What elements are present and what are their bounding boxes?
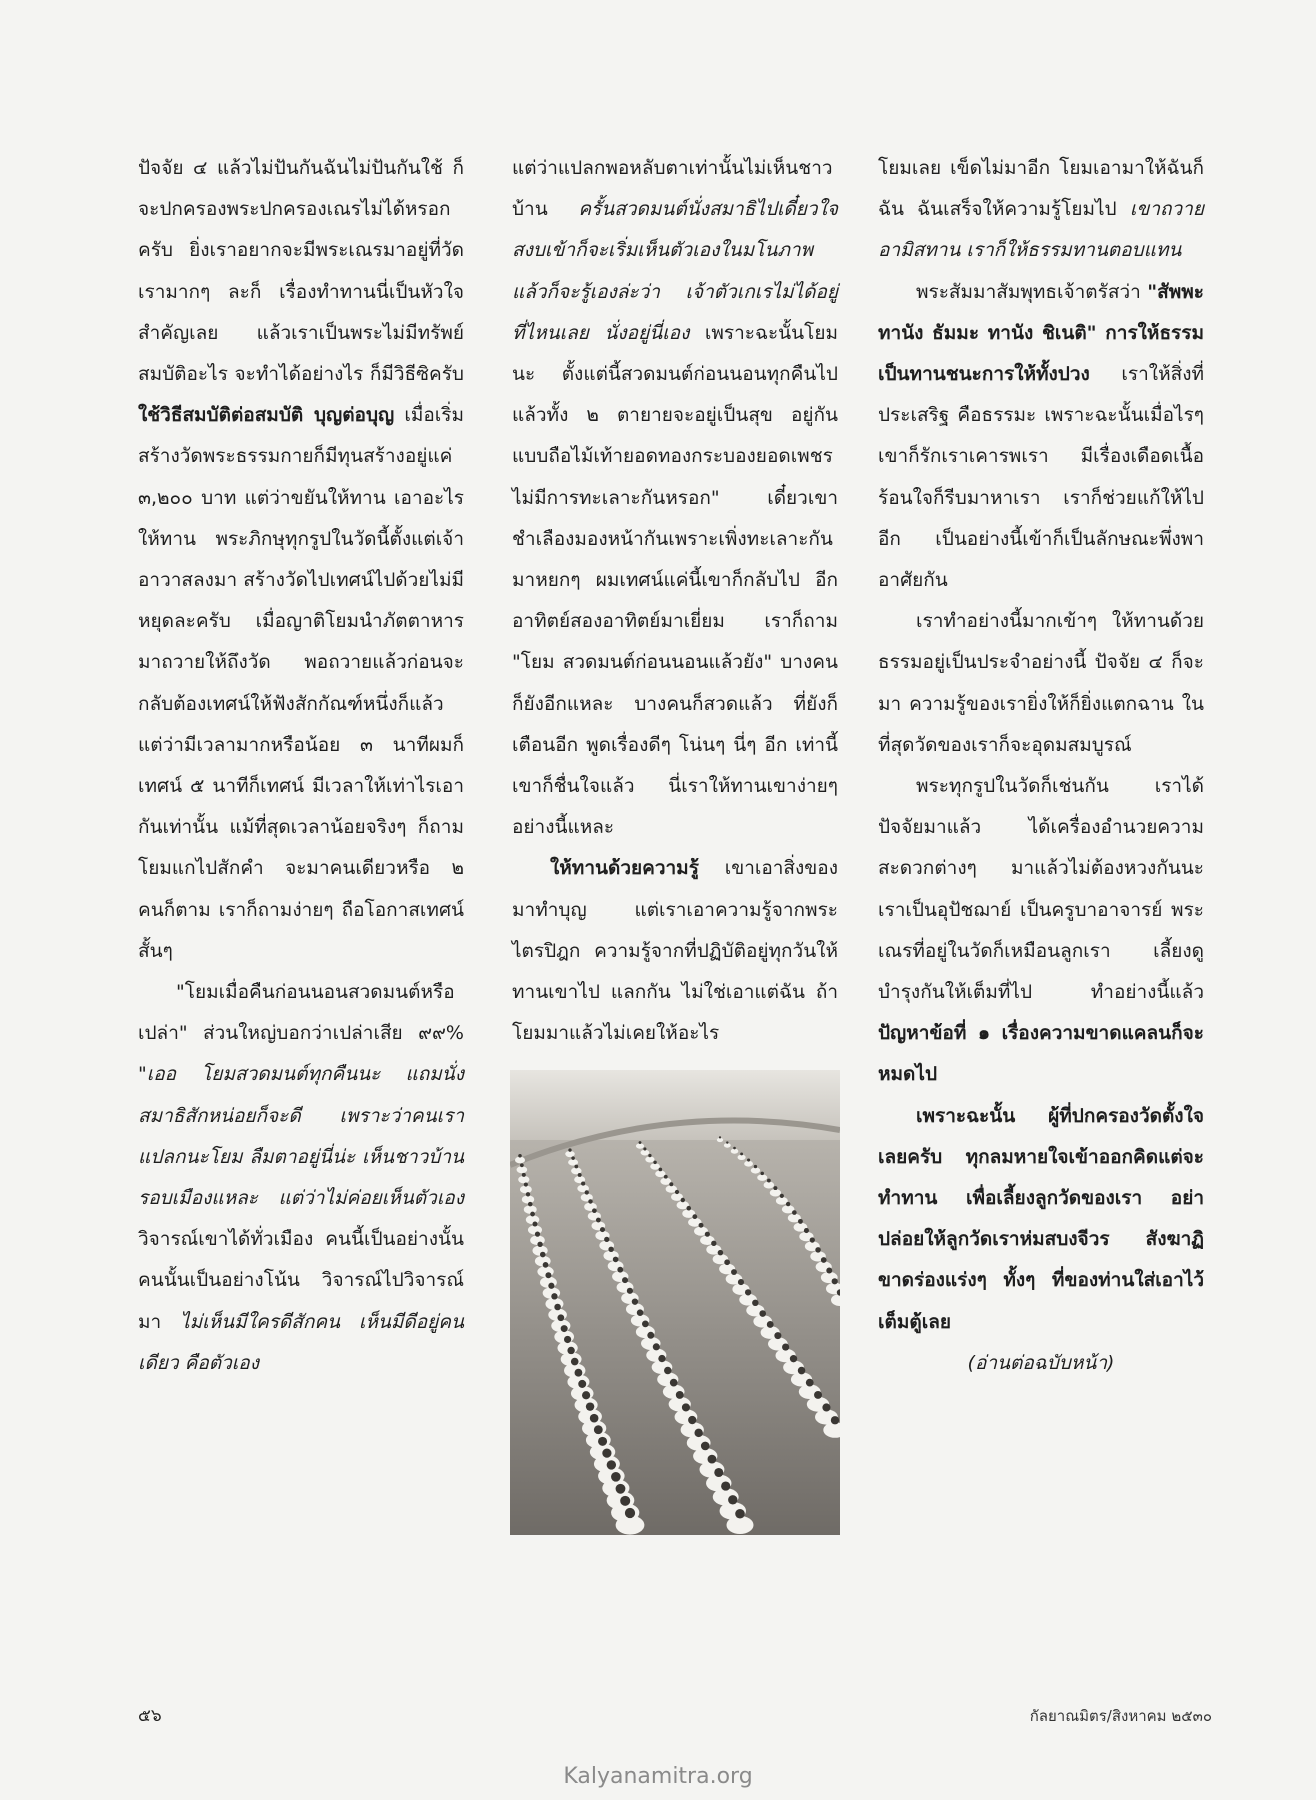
paragraph [138,972,464,1384]
text-segment: พระสัมมาสัมพุทธเจ้าตรัสว่า [916,280,1148,303]
watermark: Kalyanamitra.org [563,1764,753,1789]
text-segment: เราให้สิ่งที่ประเสริฐ คือธรรมะ เพราะฉะนั้นเมื่อไรๆ เขาก็รักเราเคารพเรา มีเรื่องเดือดเนื้อร้อนใจก็รีบมาหาเรา เราก็ช่วยแก้ให้ไปอีก เป็นอย่างนี้เข้าก็เป็นลักษณะพึ่งพาอาศัยกัน [878,363,1204,592]
paragraph [512,148,838,848]
photo-monks-meditating [510,1070,840,1535]
text-segment: เราทำอย่างนี้มากเข้าๆ ให้ทานด้วยธรรมอยู่เป็นประจำอย่างนี้ ปัจจัย ๔ ก็จะมา ความรู้ของเรายิ่งให้ก็ยิ่งแตกฉาน ในที่สุดวัดของเราก็จะอุดมสมบูรณ์ [878,610,1204,756]
text-segment: เพราะฉะนั้น ผู้ที่ปกครองวัดตั้งใจเลยครับ ทุกลมหายใจเข้าออกคิดแต่จะทำทาน เพื่อเลี้ยงลูกวัดของเรา อย่าปล่อยให้ลูกวัดเราห่มสบงจีวร สังฆาฏิ ขาดร่องแร่งๆ ทั้งๆ ที่ของท่านใส่เอาไว้เต็มตู้เลย [878,1104,1204,1333]
paragraph [878,766,1204,1096]
text-segment: พระทุกรูปในวัดก็เช่นกัน เราได้ปัจจัยมาแล้ว ได้เครื่องอำนวยความสะดวกต่างๆ มาแล้วไม่ต้องหวงกันนะ เราเป็นอุปัชฌาย์ เป็นครูบาอาจารย์ พระเณรที่อยู่ในวัดก็เหมือนลูกเรา เลี้ยงดูบำรุงกันให้เต็มที่ไป ทำอย่างนี้แล้ว [878,775,1204,1004]
text-segment: เพราะฉะนั้นโยมนะ ตั้งแต่นี้สวดมนต์ก่อนนอนทุกคืนไป แล้วทั้ง ๒ ตายายจะอยู่เป็นสุข อยู่กันแบบถือไม้เท้ายอดทองกระบองยอดเพชร ไม่มีการทะเลาะกันหรอก" เดี๋ยวเขาชำเลืองมองหน้ากันเพราะเพิ่งทะเลาะกันมาหยกๆ ผมเทศน์แค่นี้เขาก็กลับไป อีกอาทิตย์สองอาทิตย์มาเยี่ยม เราก็ถาม "โยม สวดมนต์ก่อนนอนแล้วยัง" บางคนก็ยังอีกแหละ บางคนก็สวดแล้ว ที่ยังก็เตือนอีก พูดเรื่องดีๆ โน่นๆ นี่ๆ อีก เท่านี้เขาก็ชื่นใจแล้ว นี่เราให้ทานเขาง่ายๆ อย่างนี้แหละ [512,321,838,839]
magazine-issue: กัลยาณมิตร/สิงหาคม ๒๕๓๐ [1029,1707,1212,1725]
text-segment: เขาถวายอามิสทาน เราก็ให้ธรรมทานตอบแทน [878,198,1204,262]
text-segment: วิจารณ์เขาได้ทั่วเมือง คนนี้เป็นอย่างนั้น คนนั้นเป็นอย่างโน้น วิจารณ์ไปวิจารณ์มา [138,1228,464,1333]
text-column-3 [878,148,1204,1384]
text-segment: ปัญหาข้อที่ ๑ เรื่องความขาดแคลนก็จะหมดไป [878,1022,1204,1086]
paragraph [878,148,1204,272]
text-segment: ปัจจัย ๔ แล้วไม่ปันกันฉันไม่ปันกันใช้ ก็จะปกครองพระปกครองเณรไม่ได้หรอกครับ ยิ่งเราอยากจะมีพระเณรมาอยู่ที่วัดเรามากๆ ละก็ เรื่องทำทานนี่เป็นหัวใจสำคัญเลย แล้วเราเป็นพระไม่มีทรัพย์สมบัติอะไร จะทำได้อย่างไร ก็มีวิธีซิครับ [138,157,464,386]
text-segment: เขาเอาสิ่งของมาทำบุญ แต่เราเอาความรู้จากพระไตรปิฎก ความรู้จากที่ปฏิบัติอยู่ทุกวันให้ทานเขาไป แลกกัน ไม่ใช่เอาแต่ฉัน ถ้าโยมมาแล้วไม่เคยให้อะไร [512,857,838,1045]
page-number: ๕๖ [138,1706,162,1726]
paragraph [512,848,838,1054]
text-segment: (อ่านต่อฉบับหน้า) [967,1351,1115,1374]
paragraph [878,1096,1204,1343]
text-segment: ให้ทานด้วยความรู้ [550,857,699,880]
text-segment: เมื่อเริ่มสร้างวัดพระธรรมกายก็มีทุนสร้างอยู่แค่ ๓,๒๐๐ บาท แต่ว่าขยันให้ทาน เอาอะไรให้ทาน พระภิกษุทุกรูปในวัดนี้ตั้งแต่เจ้าอาวาสลงมา สร้างวัดไปเทศน์ไปด้วยไม่มีหยุดละครับ เมื่อญาติโยมนำภัตตาหารมาถวายให้ถึงวัด พอถวายแล้วก่อนจะกลับต้องเทศน์ให้ฟังสักกัณฑ์หนึ่งก็แล้วแต่ว่ามีเวลามากหรือน้อย ๓ นาทีผมก็เทศน์ ๕ นาทีก็เทศน์ มีเวลาให้เท่าไรเอากันเท่านั้น แม้ที่สุดเวลาน้อยจริงๆ ก็ถามโยมแกไปสักคำ จะมาคนเดียวหรือ ๒ คนก็ตาม เราก็ถามง่ายๆ ถือโอกาสเทศน์สั้นๆ [138,404,464,962]
paragraph [138,148,464,972]
continued-note [878,1343,1204,1384]
text-segment: "เออ โยมสวดมนต์ทุกคืนนะ แถมนั่งสมาธิสักหน่อยก็จะดี เพราะว่าคนเราแปลกนะโยม ลืมตาอยู่นี่น่ะ เห็นชาวบ้านรอบเมืองแหละ แต่ว่าไม่ค่อยเห็นตัวเอง [138,1063,464,1210]
text-segment: แต่ว่าแปลกพอหลับตาเท่านั้นไม่เห็นชาวบ้าน [512,157,833,221]
text-segment: ใช้วิธีสมบัติต่อสมบัติ บุญต่อบุญ [138,404,395,427]
paragraph [878,272,1204,602]
text-column-2 [512,148,838,1054]
text-column-1 [138,148,464,1384]
text-segment: "โยมเมื่อคืนก่อนนอนสวดมนต์หรือเปล่า" ส่วนใหญ่บอกว่าเปล่าเสีย ๙๙% [138,981,464,1045]
paragraph [878,601,1204,766]
text-segment: ครั้นสวดมนต์นั่งสมาธิไปเดี๋ยวใจสงบเข้าก็จะเริ่มเห็นตัวเองในมโนภาพ แล้วก็จะรู้เองล่ะว่า เจ้าตัวเกเรไม่ได้อยู่ที่ไหนเลย นั่งอยู่นี่เอง [512,198,838,344]
text-segment: ไม่เห็นมีใครดีสักคน เห็นมีดีอยู่คนเดียว คือตัวเอง [138,1310,465,1374]
text-segment: โยมเลย เข็ดไม่มาอีก โยมเอามาให้ฉันก็ฉัน ฉันเสร็จให้ความรู้โยมไป [878,157,1204,221]
text-segment: "สัพพะ ทานัง ธัมมะ ทานัง ชิเนติ" การให้ธรรมเป็นทานชนะการให้ทั้งปวง [878,280,1204,386]
